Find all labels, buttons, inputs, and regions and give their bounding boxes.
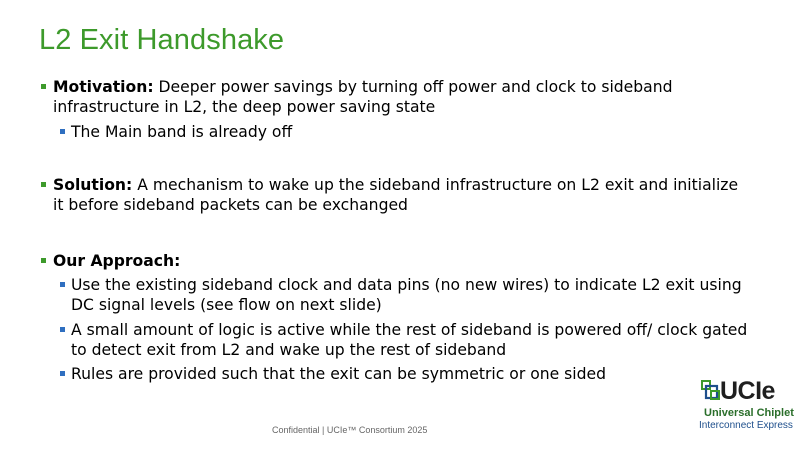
solution-label: Solution: — [53, 176, 133, 194]
sub-bullet-text: Use the existing sideband clock and data pins (no new wires) to indicate L2 exit using DC signal levels (see flow on next slide) — [71, 276, 742, 314]
bullet-motivation — [53, 77, 753, 117]
motivation-text: Deeper power savings by turning off power and clock to sideband infrastructure in L2, the deep power saving state — [53, 78, 673, 116]
sub-bullet-text: The Main band is already off — [71, 123, 293, 141]
bullet-square-icon — [41, 258, 46, 263]
logo-wordmark: UCIe — [720, 377, 775, 405]
sub-bullet-text: A small amount of logic is active while the rest of sideband is powered off/ clock gated to detect exit from L2 and wake up the rest of sideband — [71, 321, 748, 359]
logo-line2: Interconnect Express — [699, 420, 793, 431]
bullet-approach — [53, 251, 753, 271]
bullet-square-icon — [41, 84, 46, 89]
logo-line1: Universal Chiplet — [704, 407, 794, 419]
sub-bullet-main-band — [71, 122, 761, 142]
solution-text: A mechanism to wake up the sideband infrastructure on L2 exit and initialize it before sideband packets can be exchanged — [53, 176, 739, 214]
sub-bullet-rules — [71, 364, 761, 384]
sub-bullet-square-icon — [60, 282, 65, 287]
bullet-solution — [53, 175, 753, 215]
sub-bullet-square-icon — [60, 129, 65, 134]
ucie-logo — [698, 378, 796, 434]
bullet-square-icon — [41, 182, 46, 187]
sub-bullet-text: Rules are provided such that the exit can be symmetric or one sided — [71, 365, 607, 383]
approach-label: Our Approach: — [53, 252, 181, 270]
sub-bullet-existing-pins — [71, 275, 761, 315]
sub-bullet-square-icon — [60, 327, 65, 332]
motivation-label: Motivation: — [53, 78, 154, 96]
sub-bullet-small-logic — [71, 320, 761, 360]
sub-bullet-square-icon — [60, 371, 65, 376]
footer-confidential: Confidential | UCIe™ Consortium 2025 — [272, 425, 428, 435]
slide-title: L2 Exit Handshake — [39, 24, 285, 56]
